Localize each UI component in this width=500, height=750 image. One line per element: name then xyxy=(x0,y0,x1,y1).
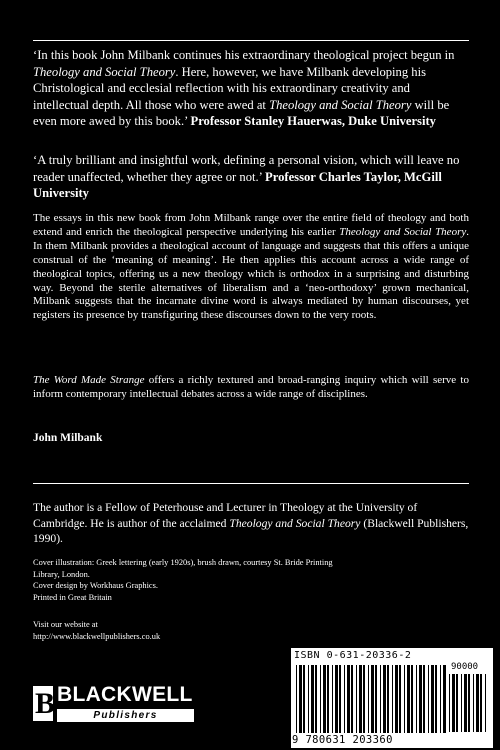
credit-line: Printed in Great Britain xyxy=(33,592,112,602)
barcode-bar xyxy=(440,665,441,733)
barcode-bar xyxy=(375,665,377,733)
barcode-bar xyxy=(303,665,305,733)
barcode xyxy=(291,648,493,748)
barcode-bar xyxy=(327,665,329,733)
barcode-bar xyxy=(359,665,362,733)
barcode-bar xyxy=(452,674,455,732)
barcode-bar xyxy=(428,665,429,733)
ean-number: 9 780631 203360 xyxy=(292,734,393,746)
price-code: 90000 xyxy=(451,662,479,672)
barcode-bar xyxy=(347,665,350,733)
credit-line: Cover illustration: Greek lettering (early 1920s), brush drawn, courtesy St. Bride Printing xyxy=(33,558,333,567)
website-url[interactable]: http://www.blackwellpublishers.co.uk xyxy=(33,631,161,641)
barcode-bar xyxy=(320,665,321,733)
barcode-bar xyxy=(461,674,462,732)
barcode-bar xyxy=(423,665,425,733)
barcode-bar xyxy=(407,665,410,733)
price-barcode-bars-icon xyxy=(449,674,489,732)
barcode-bar xyxy=(476,674,479,732)
barcode-bar xyxy=(335,665,338,733)
description-paragraph-2: The Word Made Strange offers a richly textured and broad-ranging inquiry which will serve to inform contemporary intellectual debates across a wide range of disciplines. xyxy=(33,374,469,400)
barcode-bar xyxy=(411,665,413,733)
barcode-bar xyxy=(395,665,398,733)
barcode-bar xyxy=(485,674,486,732)
barcode-bar xyxy=(356,665,357,733)
barcode-bar xyxy=(315,665,317,733)
publisher-name: BLACKWELL xyxy=(57,683,193,706)
barcode-bar xyxy=(339,665,341,733)
publisher-subtitle: Publishers xyxy=(57,709,194,722)
top-rule xyxy=(33,40,469,41)
barcode-bar xyxy=(435,665,437,733)
barcode-bar xyxy=(443,665,446,733)
barcode-bar xyxy=(419,665,422,733)
quote-hauerwas: ‘In this book John Milbank continues his extraordinary theological project begun in Theology and Social Theory. Here, however, we have Milbank developing his Christological and ecclesial reflection with his extraordinary creativity and intellectual depth. All those who were awed at Theology and Social Theory will be even more awed by this book.’ Professor Stanley Hauerwas, Duke University xyxy=(33,48,455,129)
barcode-bar xyxy=(371,665,374,733)
author-bio: The author is a Fellow of Peterhouse and Lecturer in Theology at the University of Cambridge. He is author of the acclaimed Theology and Social Theory (Blackwell Publishers, 1990). xyxy=(33,501,469,546)
quote-taylor: ‘A truly brilliant and insightful work, defining a personal vision, which will leave no reader unaffected, whether they agree or not.’ Professor Charles Taylor, McGill University xyxy=(33,153,460,201)
barcode-bar xyxy=(308,665,309,733)
barcode-bar xyxy=(431,665,434,733)
quote-source: Professor Stanley Hauerwas, Duke University xyxy=(190,114,436,129)
barcode-bar xyxy=(299,665,302,733)
barcode-bar xyxy=(351,665,353,733)
barcode-bar xyxy=(464,674,467,732)
barcode-bar xyxy=(449,674,450,732)
author-heading: John Milbank xyxy=(33,432,103,444)
barcode-bar xyxy=(332,665,333,733)
blackwell-mark-icon: B xyxy=(35,687,56,720)
cover-credits xyxy=(33,557,333,603)
barcode-bar xyxy=(380,665,381,733)
barcode-bar xyxy=(456,674,458,732)
barcode-bar xyxy=(473,674,474,732)
middle-rule xyxy=(33,483,469,484)
barcode-bar xyxy=(344,665,345,733)
credit-line: Cover design by Workhaus Graphics. xyxy=(33,581,159,591)
barcode-bar xyxy=(416,665,417,733)
barcode-bar xyxy=(363,665,365,733)
description-paragraph: The essays in this new book from John Milbank range over the entire field of theology and both extend and enrich the theological perspective underlying his earlier Theology and Social Theory. In them Milbank provides a theological account of language and suggests that this offers a unique construal of the ‘meaning of meaning’. He then applies this account across a wide range of theological topics, offering us a new theology which is orthodox in a surprising and disturbing way. Beyond the sterile alternatives of liberalism and a ‘neo-orthodoxy’ grown mechanical, Milbank suggests that the incarnate divine word is always mediated by human discourses, yet registers its presence by transfiguring these discourses down to the very roots. xyxy=(33,212,469,322)
barcode-bars-icon xyxy=(296,665,446,733)
barcode-bar xyxy=(368,665,369,733)
quote-source: Professor Charles Taylor, McGill University xyxy=(33,169,442,201)
barcode-bar xyxy=(468,674,470,732)
credit-line: Library, London. xyxy=(33,569,90,579)
barcode-bar xyxy=(311,665,314,733)
barcode-bar xyxy=(392,665,393,733)
barcode-bar xyxy=(399,665,401,733)
barcode-bar xyxy=(387,665,389,733)
website-info xyxy=(33,619,160,642)
isbn-text: ISBN 0-631-20336-2 xyxy=(294,650,412,661)
barcode-bar xyxy=(296,665,297,733)
website-label: Visit our website at xyxy=(33,620,98,629)
barcode-bar xyxy=(383,665,386,733)
barcode-bar xyxy=(404,665,405,733)
barcode-bar xyxy=(323,665,326,733)
publisher-logo xyxy=(33,683,208,726)
barcode-bar xyxy=(480,674,482,732)
